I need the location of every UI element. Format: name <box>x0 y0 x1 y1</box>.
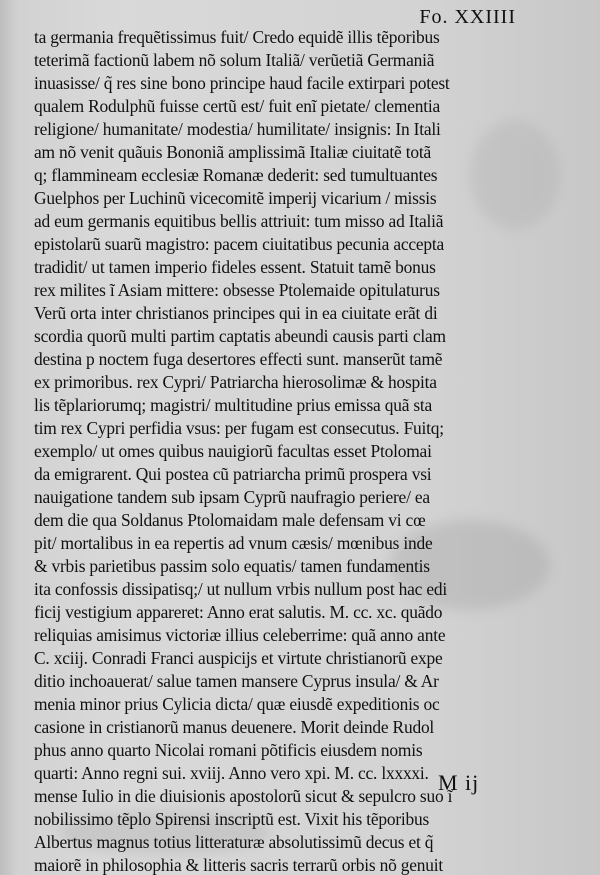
text-line: ta germania frequẽtissimus fuit/ Credo equidẽ illis tẽporibus <box>34 27 440 47</box>
text-line: Albertus magnus totius litteraturæ absolutissimũ decus et q̃ <box>34 832 434 852</box>
text-line: q; flammineam ecclesiæ Romanæ dederit: sed tumultuantes <box>34 165 438 185</box>
text-line: scordia quorũ multi partim captatis abeundi causis parti clam <box>34 326 446 346</box>
text-line: nauigatione tandem sub ipsam Cyprũ naufragio periere/ ea <box>34 487 430 507</box>
text-line: Guelphos per Luchinũ vicecomitẽ imperij vicarium / missis <box>34 188 437 208</box>
text-line: epistolarũ suarũ magistro: pacem ciuitatibus pecunia accepta <box>34 234 445 254</box>
text-line: inuasisse/ q̃ res sine bono principe haud facile extirpari potest <box>34 73 450 93</box>
text-line: qualem Rodulphũ fuisse certũ est/ fuit enĩ pietate/ clementia <box>34 96 441 116</box>
text-line: menia minor prius Cylicia dicta/ quæ eiusdẽ expeditionis oc <box>34 694 440 714</box>
text-line: Verũ orta inter christianos principes qui in ea ciuitate erãt di <box>34 303 438 323</box>
text-line: mense Iulio in die diuisionis apostolorũ sicut & sepulcro suo ĩ <box>34 786 453 806</box>
text-line: casione in cristianorũ manus deuenere. Morit deinde Rudol <box>34 717 435 737</box>
text-line: & vrbis parietibus passim solo equatis/ tamen fundamentis <box>34 556 430 576</box>
text-line: exemplo/ ut omes quibus nauigiorũ facultas esset Ptolomai <box>34 441 432 461</box>
text-line: destina p noctem fuga desertores effecti sunt. manserũt tamẽ <box>34 349 443 369</box>
folio-number: Fo. XXIIII <box>419 6 516 28</box>
text-line: lis tẽplariorumq; magistri/ multitudine prius emissa quã sta <box>34 395 433 415</box>
text-line: da emigrarent. Qui postea cũ patriarcha primũ prospera vsi <box>34 464 432 484</box>
text-line: nobilissimo tẽplo Spirensi inscriptũ est. Vixit his tẽporibus <box>34 809 430 829</box>
text-line: C. xciij. Conradi Franci auspicijs et virtute christianorũ expe <box>34 648 443 668</box>
text-line: pit/ mortalibus in ea repertis ad vnum cæsis/ mœnibus inde <box>34 533 433 553</box>
text-line: tradidit/ ut tamen imperio fideles essent. Statuit tamẽ bonus <box>34 257 436 277</box>
signature-mark: M ij <box>438 770 480 795</box>
text-line: ficij vestigium appareret: Anno erat salutis. M. cc. xc. quãdo <box>34 602 443 622</box>
text-line: rex milites ĩ Asiam mittere: obsesse Ptolemaide opitulaturus <box>34 280 440 300</box>
text-line: tim rex Cypri perfidia vsus: per fugam est consecutus. Fuitq; <box>34 418 444 438</box>
text-line: ex primoribus. rex Cypri/ Patriarcha hierosolimæ & hospita <box>34 372 437 392</box>
text-line: religione/ humanitate/ modestia/ humilitate/ insignis: In Itali <box>34 119 441 139</box>
text-line: quarti: Anno regni sui. xviij. Anno vero xpi. M. cc. lxxxxi. <box>34 763 429 783</box>
text-line: ad eum germanis equitibus bellis attriuit: tum misso ad Italiã <box>34 211 444 231</box>
text-line: reliquias amisimus victoriæ illius celeberrime: quã anno ante <box>34 625 446 645</box>
text-line: maiorẽ in philosophia & litteris sacris terrarũ orbis nõ genuit <box>34 855 444 875</box>
text-line: phus anno quarto Nicolai romani põtificis eiusdem nomis <box>34 740 423 760</box>
main-text-block <box>34 26 522 875</box>
text-line: ditio inchoauerat/ salue tamen mansere Cyprus insula/ & Ar <box>34 671 439 691</box>
text-line: am nõ venit quãuis Bononiã amplissimã Italiæ ciuitatẽ totã <box>34 142 432 162</box>
text-line: teterimã factionũ labem nõ solum Italiã/ verũetiã Germaniã <box>34 50 435 70</box>
text-line: ita confossis dissipatisq;/ ut nullum vrbis nullum post hac edi <box>34 579 447 599</box>
text-line: dem die qua Soldanus Ptolomaidam male defensam vi cœ <box>34 510 426 530</box>
